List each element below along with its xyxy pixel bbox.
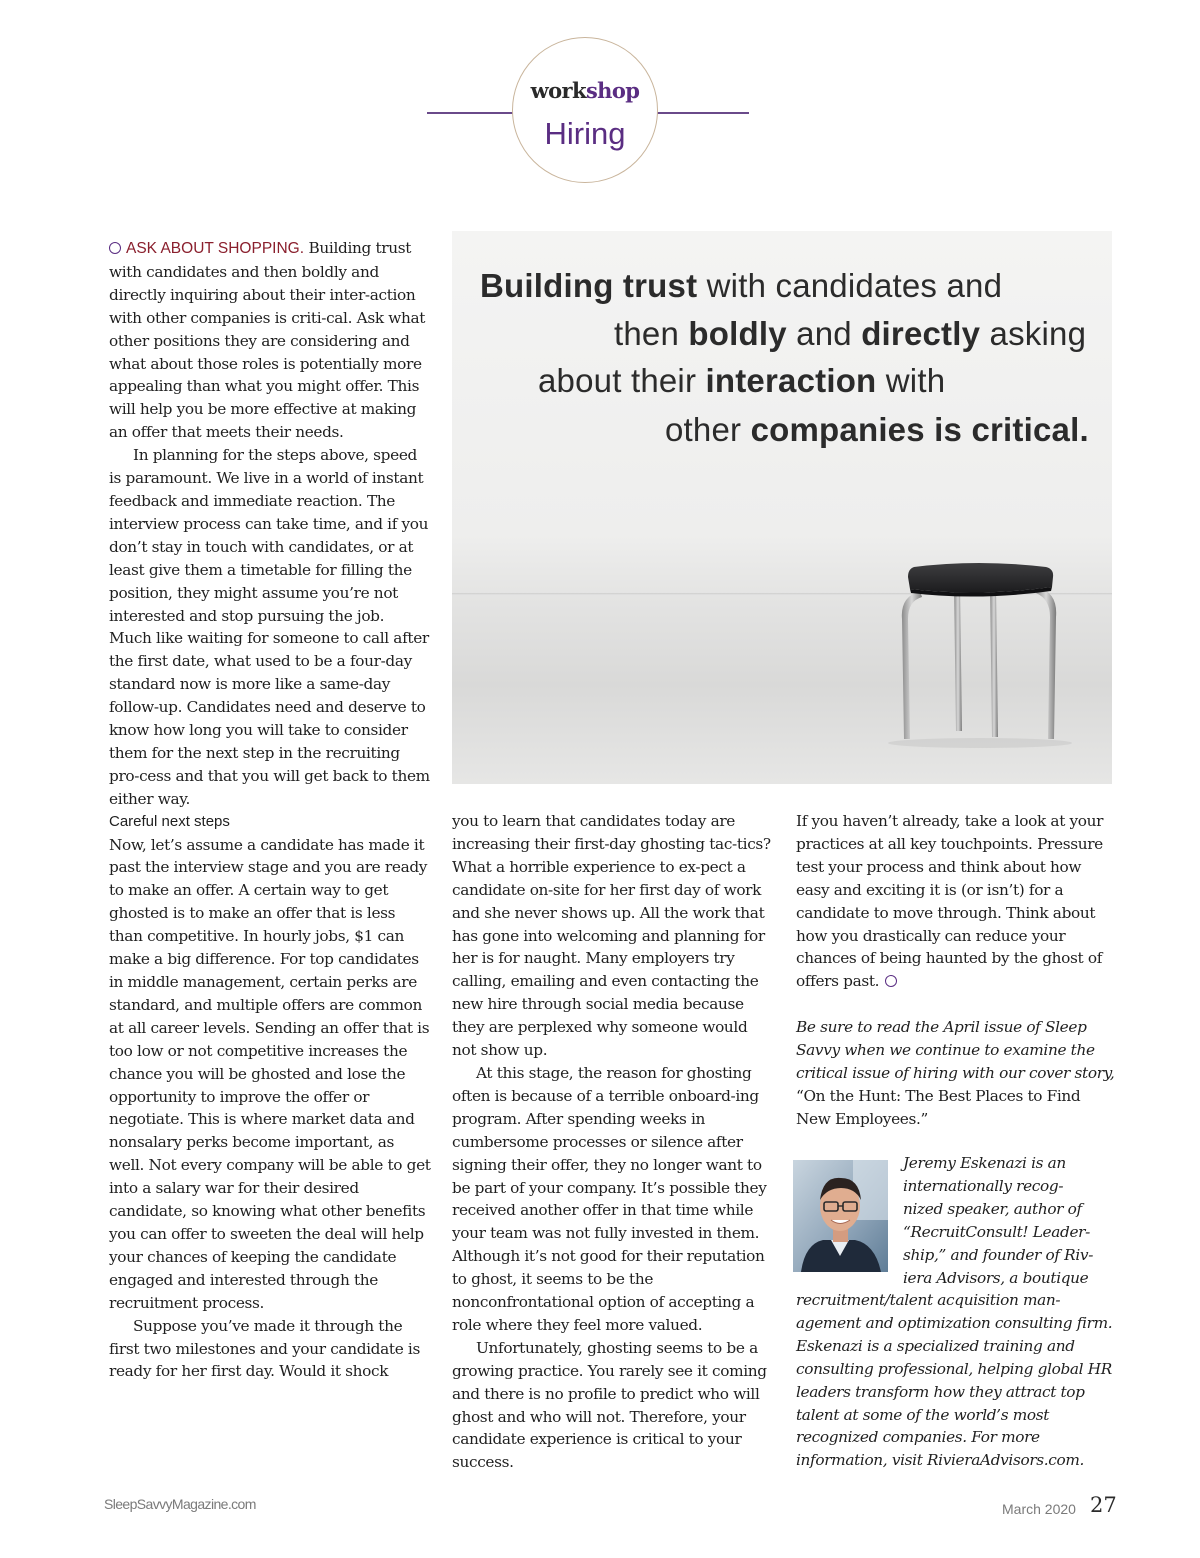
article-column-2 (452, 810, 774, 1474)
author-bio-continued: recruitment/talent acquisition man-agement and optimization consulting firm. Eskenazi is a specialized training and consulting professional, helping global HR leaders transform how they attract top talent at some of the world’s most recognized companies. For more information, visit RivieraAdvisors.com. (796, 1291, 1113, 1470)
footer-website: SleepSavvyMagazine.com (104, 1496, 256, 1512)
author-bio-line: ship,” and founder of Riv- (903, 1245, 1094, 1264)
page-number: 27 (1090, 1493, 1117, 1517)
author-bio-line: Jeremy Eskenazi is an (903, 1154, 1066, 1172)
author-bio-line: iera Advisors, a boutique (903, 1268, 1089, 1287)
author-bio-wrap (903, 1152, 1118, 1289)
article-column-1 (109, 237, 431, 1383)
author-photo (793, 1160, 888, 1272)
editor-note (796, 1016, 1118, 1131)
section-kicker: ASK ABOUT SHOPPING. (126, 240, 305, 257)
paragraph-text: If you haven’t already, take a look at your practices at all key touchpoints. Pressure test your process and think about how easy and exciting it is (or isn’t) for a candidate to move through. Think about how you drastically can reduce your chances of being haunted by the ghost of offers past. (796, 812, 1104, 991)
circle-bullet-icon (109, 242, 121, 254)
pull-quote-line-4: other companies is critical. (665, 411, 1089, 448)
footer-issue-date: March 2020 (1002, 1501, 1076, 1517)
author-bio-line: internationally recog- (903, 1176, 1064, 1195)
pull-quote-line-3: about their interaction with (538, 362, 946, 399)
department-label-work: work (530, 78, 586, 103)
author-bio-line: nized speaker, author of (903, 1199, 1082, 1218)
paragraph: Now, let’s assume a candidate has made it past the interview stage and you are ready to make an offer. A certain way to get ghosted is to make an offer that is less than competitive. In hourly jobs, $1 can make a big difference. For top candidates in middle management, certain perks are standard, and multiple offers are common at all career levels. Sending an offer that is too low or not competitive increases the chance you will be ghosted and lose the opportunity to improve the offer or negotiate. This is where market data and nonsalary perks become important, as well. Not every company will be able to get into a salary war for their desired candidate, so knowing what other benefits you can offer to sweeten the deal will help your chances of keeping the candidate engaged and interested through the recruitment process. (109, 835, 431, 1312)
department-label-shop: shop (585, 78, 640, 103)
paragraph: you to learn that candidates today are increasing their first-day ghosting tac-tics? What a horrible experience to ex-pect a candidate on-site for her first day of work and she never shows up. All the work that has gone into welcoming and planning for her is for naught. Many employers try calling, emailing and even contacting the new hire through social media because they are perplexed why someone would not show up. (452, 812, 771, 1060)
pull-quote-line-2: then boldly and directly asking (614, 315, 1087, 352)
stool-illustration (888, 561, 1088, 751)
end-mark-icon (885, 975, 897, 987)
section-badge (512, 37, 658, 183)
paragraph (109, 237, 431, 444)
subheading: Careful next steps (109, 812, 230, 830)
article-column-3 (796, 810, 1118, 1131)
paragraph (796, 810, 1118, 993)
pull-quote-line-1: Building trust with candidates and (480, 267, 1003, 304)
paragraph: In planning for the steps above, speed is paramount. We live in a world of instant feedback and immediate reaction. The interview process can take time, and if you don’t stay in touch with candidates, or at least give them a timetable for filling the position, they might assume you’re not interested and stop pursuing the job. Much like waiting for someone to call after the first date, what used to be a four-day standard now is more like a same-day follow-up. Candidates need and deserve to know how long you will take to consider them for the next step in the recruiting pro-cess and that you will get back to them either way. (109, 446, 430, 808)
department-label (512, 78, 658, 103)
editor-note-plain: “On the Hunt: The Best Places to Find New Employees.” (796, 1086, 1081, 1128)
author-bio-line: “RecruitConsult! Leader- (903, 1222, 1090, 1241)
paragraph-text: Building trust with candidates and then boldly and directly inquiring about their inter-action with other companies is criti-cal. Ask what other positions they are considering and what about those roles is potentially more appealing than what you might offer. This will help you be more effective at making an offer that meets their needs. (109, 239, 426, 442)
editor-note-italic: Be sure to read the April issue of Sleep Savvy when we continue to examine the critical issue of hiring with our cover story, (796, 1018, 1115, 1082)
paragraph: Suppose you’ve made it through the first two milestones and your candidate is ready for her first day. Would it shock (109, 1316, 420, 1381)
section-title: Hiring (544, 116, 626, 151)
paragraph: Unfortunately, ghosting seems to be a growing practice. You rarely see it coming and there is no profile to predict who will ghost and who will not. Therefore, your candidate experience is critical to your success. (452, 1338, 767, 1472)
feature-photo (452, 231, 1112, 784)
paragraph: At this stage, the reason for ghosting often is because of a terrible onboard-ing program. After spending weeks in cumbersome processes or silence after signing their offer, they no longer want to be part of your company. It’s possible they received another offer in that time while your team was not fully invested in them. Although it’s not good for their reputation to ghost, it seems to be the nonconfrontational option of accepting a role where they feel more valued. (452, 1063, 767, 1334)
